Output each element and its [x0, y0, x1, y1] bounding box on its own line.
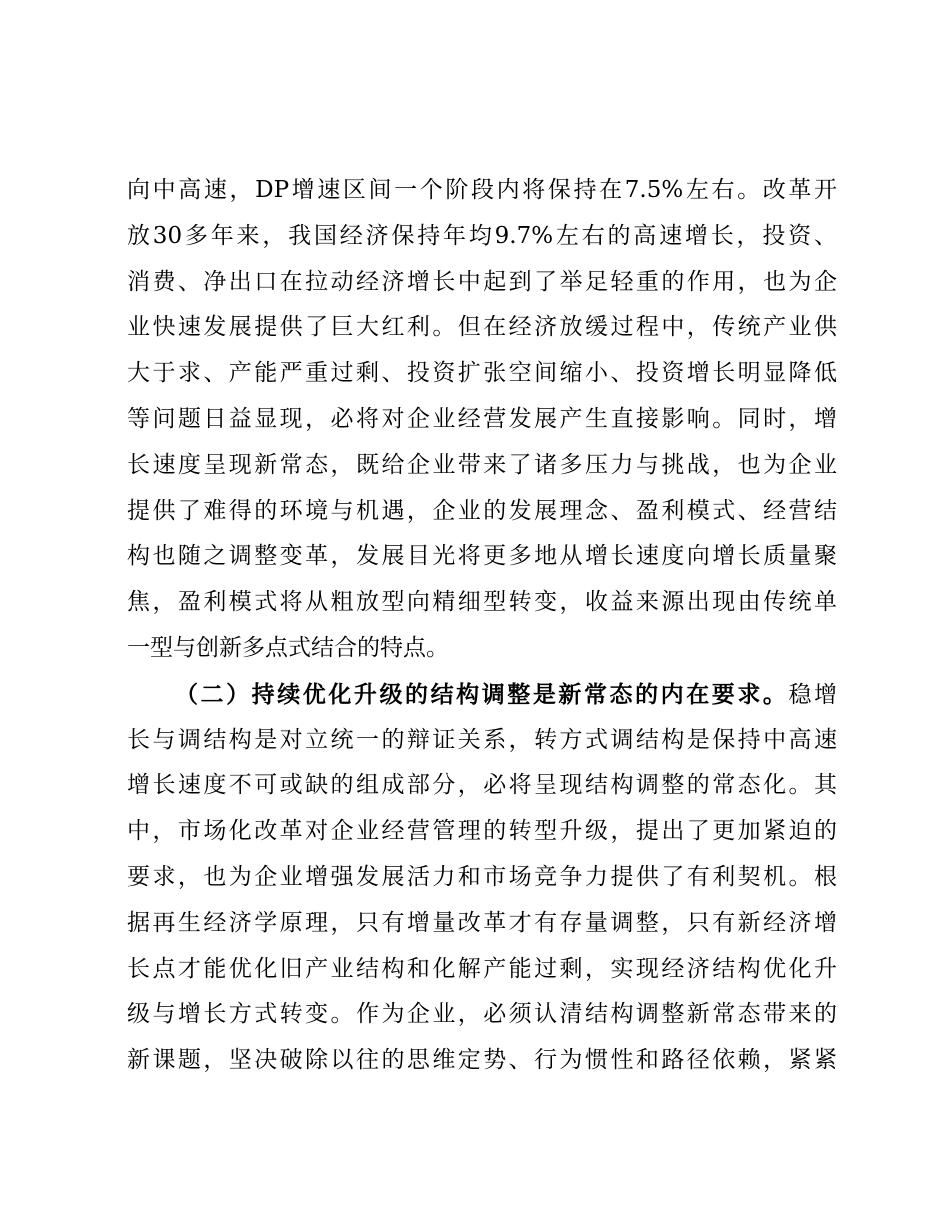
text-line: 增长速度不可或缺的组成部分，必将呈现结构调整的常态化。其	[127, 772, 837, 799]
text-line: 长点才能优化旧产业结构和化解产能过剩，实现经济结构优化升	[127, 955, 837, 982]
text-segment: 稳增	[788, 681, 837, 708]
paragraph-1	[127, 168, 837, 672]
text-line: 一型与创新多点式结合的特点。	[127, 634, 449, 661]
text-line: 新课题，坚决破除以往的思维定势、行为惯性和路径依赖，紧紧	[127, 1047, 837, 1074]
paragraph-first-line	[127, 672, 837, 718]
text-line: 要求，也为企业增强发展活力和市场竞争力提供了有利契机。根	[127, 863, 837, 890]
section-heading: （二）持续优化升级的结构调整是新常态的内在要求。	[175, 680, 789, 708]
text-line: 级与增长方式转变。作为企业，必须认清结构调整新常态带来的	[127, 1001, 837, 1028]
text-line: 消费、净出口在拉动经济增长中起到了举足轻重的作用，也为企	[127, 268, 837, 295]
text-line: 据再生经济学原理，只有增量改革才有存量调整，只有新经济增	[127, 909, 837, 936]
text-line: 长速度呈现新常态，既给企业带来了诸多压力与挑战，也为企业	[127, 451, 837, 478]
text-line: 等问题日益显现，必将对企业经营发展产生直接影响。同时，增	[127, 405, 837, 432]
text-line: 向中高速，DP增速区间一个阶段内将保持在7.5%左右。改革开	[127, 177, 837, 203]
text-line: 提供了难得的环境与机遇，企业的发展理念、盈利模式、经营结	[127, 497, 837, 524]
text-line: 大于求、产能严重过剩、投资扩张空间缩小、投资增长明显降低	[127, 360, 837, 387]
text-line: 长与调结构是对立统一的辩证关系，转方式调结构是保持中高速	[127, 726, 837, 753]
text-line: 业快速发展提供了巨大红利。但在经济放缓过程中，传统产业供	[127, 314, 837, 341]
paragraph-2	[127, 672, 837, 1084]
text-line: 构也随之调整变革，发展目光将更多地从增长速度向增长质量聚	[127, 543, 837, 570]
text-line: 放30多年来，我国经济保持年均9.7%左右的高速增长，投资、	[127, 222, 837, 249]
text-line: 中，市场化改革对企业经营管理的转型升级，提出了更加紧迫的	[127, 818, 837, 845]
text-line: 焦，盈利模式将从粗放型向精细型转变，收益来源出现由传统单	[127, 589, 837, 616]
body-text	[127, 168, 837, 1084]
